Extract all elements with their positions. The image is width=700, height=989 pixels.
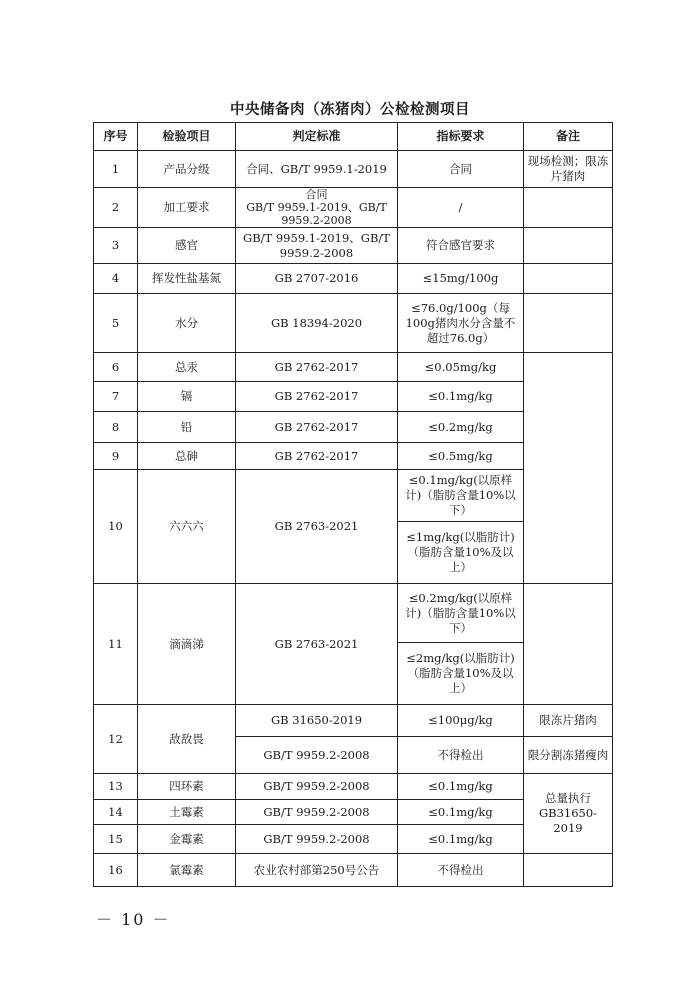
table-row bbox=[94, 264, 613, 294]
page-number: － 10 － bbox=[96, 910, 171, 929]
row-standard: 农业农村部第250号公告 bbox=[236, 854, 398, 887]
row-no: 7 bbox=[94, 382, 138, 412]
row-note bbox=[524, 264, 613, 294]
table-row bbox=[94, 228, 613, 264]
row-requirement: / bbox=[398, 188, 524, 228]
row-note-b: 限分割冻猪瘦肉 bbox=[524, 737, 613, 774]
row-item: 挥发性盐基氮 bbox=[138, 264, 236, 294]
row-item: 加工要求 bbox=[138, 188, 236, 228]
row-item: 四环素 bbox=[138, 774, 236, 800]
row-requirement: ≤0.2mg/kg bbox=[398, 412, 524, 443]
row-no: 6 bbox=[94, 353, 138, 382]
row-note bbox=[524, 854, 613, 887]
row-no: 4 bbox=[94, 264, 138, 294]
row-no: 14 bbox=[94, 800, 138, 825]
table-row bbox=[94, 294, 613, 353]
row-item: 土霉素 bbox=[138, 800, 236, 825]
table-row bbox=[94, 774, 613, 800]
row-item: 敌敌畏 bbox=[138, 705, 236, 774]
row-requirement-a: ≤0.2mg/kg(以原样计)（脂肪含量10%以下） bbox=[398, 584, 524, 643]
row-no: 2 bbox=[94, 188, 138, 228]
row-item: 镉 bbox=[138, 382, 236, 412]
row-requirement-a: ≤100μg/kg bbox=[398, 705, 524, 737]
row-standard: GB 2763-2021 bbox=[236, 470, 398, 584]
inspection-table bbox=[93, 122, 613, 887]
row-standard-b: GB/T 9959.2-2008 bbox=[236, 737, 398, 774]
header-no: 序号 bbox=[94, 123, 138, 151]
row-item: 滴滴涕 bbox=[138, 584, 236, 705]
row-no: 11 bbox=[94, 584, 138, 705]
row-note bbox=[524, 294, 613, 353]
table-row bbox=[94, 188, 613, 228]
row-no: 13 bbox=[94, 774, 138, 800]
row-no: 1 bbox=[94, 151, 138, 188]
row-item: 金霉素 bbox=[138, 825, 236, 854]
table-row bbox=[94, 705, 613, 737]
row-standard-a: GB 31650-2019 bbox=[236, 705, 398, 737]
row-requirement: ≤76.0g/100g（每100g猪肉水分含量不超过76.0g） bbox=[398, 294, 524, 353]
row-item: 铅 bbox=[138, 412, 236, 443]
table-header-row bbox=[94, 123, 613, 151]
row-item: 总砷 bbox=[138, 443, 236, 470]
row-requirement-b: ≤1mg/kg(以脂肪计)（脂肪含量10%及以上） bbox=[398, 522, 524, 584]
row-no: 15 bbox=[94, 825, 138, 854]
row-note-empty bbox=[524, 584, 613, 705]
row-item: 产品分级 bbox=[138, 151, 236, 188]
row-standard: GB 2762-2017 bbox=[236, 382, 398, 412]
header-requirement: 指标要求 bbox=[398, 123, 524, 151]
row-item: 六六六 bbox=[138, 470, 236, 584]
row-item: 总汞 bbox=[138, 353, 236, 382]
table-row bbox=[94, 353, 613, 382]
row-no: 16 bbox=[94, 854, 138, 887]
row-no: 8 bbox=[94, 412, 138, 443]
row-no: 12 bbox=[94, 705, 138, 774]
row-requirement: ≤0.1mg/kg bbox=[398, 774, 524, 800]
row-requirement: 合同 bbox=[398, 151, 524, 188]
row-no: 9 bbox=[94, 443, 138, 470]
row-standard: GB 2707-2016 bbox=[236, 264, 398, 294]
row-requirement-a: ≤0.1mg/kg(以原样计)（脂肪含量10%以下） bbox=[398, 470, 524, 522]
row-requirement: ≤0.1mg/kg bbox=[398, 800, 524, 825]
row-note: 现场检测；限冻片猪肉 bbox=[524, 151, 613, 188]
row-standard: 合同、GB/T 9959.1-2019 bbox=[236, 151, 398, 188]
row-standard: GB 2762-2017 bbox=[236, 412, 398, 443]
header-note: 备注 bbox=[524, 123, 613, 151]
row-standard: GB 18394-2020 bbox=[236, 294, 398, 353]
row-requirement: ≤0.5mg/kg bbox=[398, 443, 524, 470]
row-note-empty bbox=[524, 353, 613, 584]
row-standard: GB 2763-2021 bbox=[236, 584, 398, 705]
table-row bbox=[94, 151, 613, 188]
row-item: 感官 bbox=[138, 228, 236, 264]
row-requirement-b: 不得检出 bbox=[398, 737, 524, 774]
row-item: 水分 bbox=[138, 294, 236, 353]
row-standard: GB 2762-2017 bbox=[236, 353, 398, 382]
row-standard: GB/T 9959.2-2008 bbox=[236, 774, 398, 800]
row-standard: GB/T 9959.2-2008 bbox=[236, 825, 398, 854]
row-standard: 合同 GB/T 9959.1-2019、GB/T 9959.2-2008 bbox=[236, 188, 398, 228]
header-item: 检验项目 bbox=[138, 123, 236, 151]
row-note bbox=[524, 228, 613, 264]
row-item: 氯霉素 bbox=[138, 854, 236, 887]
merged-note: 总量执行GB31650-2019 bbox=[524, 774, 613, 854]
row-requirement: ≤15mg/100g bbox=[398, 264, 524, 294]
row-requirement: ≤0.1mg/kg bbox=[398, 825, 524, 854]
row-standard: GB 2762-2017 bbox=[236, 443, 398, 470]
row-no: 3 bbox=[94, 228, 138, 264]
row-requirement-b: ≤2mg/kg(以脂肪计)（脂肪含量10%及以上） bbox=[398, 643, 524, 705]
row-standard: GB/T 9959.2-2008 bbox=[236, 800, 398, 825]
row-requirement: 符合感官要求 bbox=[398, 228, 524, 264]
page-title: 中央储备肉（冻猪肉）公检检测项目 bbox=[230, 102, 470, 118]
row-note bbox=[524, 188, 613, 228]
row-requirement: ≤0.05mg/kg bbox=[398, 353, 524, 382]
row-note-a: 限冻片猪肉 bbox=[524, 705, 613, 737]
row-no: 10 bbox=[94, 470, 138, 584]
header-standard: 判定标准 bbox=[236, 123, 398, 151]
row-requirement: 不得检出 bbox=[398, 854, 524, 887]
table-row bbox=[94, 584, 613, 643]
table-row bbox=[94, 854, 613, 887]
row-standard: GB/T 9959.1-2019、GB/T 9959.2-2008 bbox=[236, 228, 398, 264]
row-no: 5 bbox=[94, 294, 138, 353]
row-requirement: ≤0.1mg/kg bbox=[398, 382, 524, 412]
